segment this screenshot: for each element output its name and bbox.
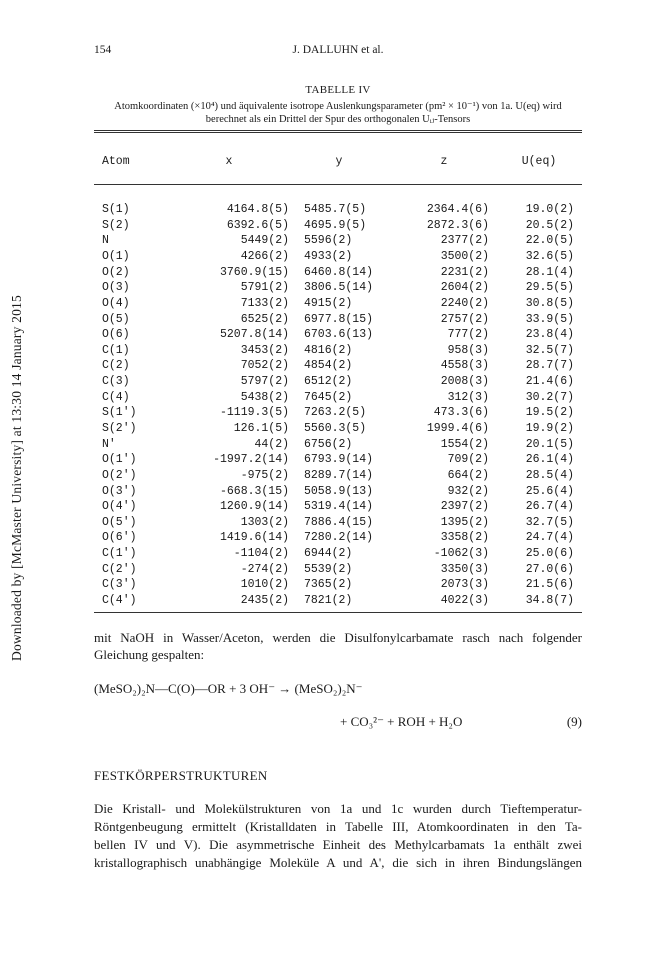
table-header-rule bbox=[94, 184, 582, 185]
cell-atom: O(3') bbox=[102, 484, 137, 498]
column-header-y: y bbox=[335, 155, 343, 168]
cell-atom: S(2) bbox=[102, 218, 130, 232]
cell-atom: C(2) bbox=[102, 359, 130, 373]
cell-atom: O(6) bbox=[102, 328, 130, 342]
cell-x: -975(2) bbox=[240, 468, 289, 482]
cell-atom: C(1) bbox=[102, 343, 130, 357]
cell-atom: S(1) bbox=[102, 203, 130, 216]
column-header-ueq: U(eq) bbox=[521, 155, 557, 168]
cell-y: 7821(2) bbox=[304, 594, 353, 607]
table-row bbox=[94, 485, 582, 499]
cell-x: 3453(2) bbox=[240, 343, 289, 357]
cell-ueq: 19.5(2) bbox=[525, 406, 574, 420]
cell-z: 777(2) bbox=[447, 328, 489, 342]
cell-ueq: 26.7(4) bbox=[525, 500, 574, 514]
cell-y: 5485.7(5) bbox=[304, 203, 367, 216]
cell-atom: O(5) bbox=[102, 312, 130, 326]
intro-line: mit NaOH in Wasser/Aceton, werden die Disulfonylcarbamate rasch nach folgender bbox=[94, 630, 582, 645]
paragraph-line: bellen IV und V). Die asymmetrische Einheit des Methylcarbamats 1a enthält zwei bbox=[94, 837, 582, 852]
cell-z: 2397(2) bbox=[440, 500, 489, 514]
cell-z: 1999.4(6) bbox=[426, 422, 489, 435]
cell-ueq: 28.5(4) bbox=[525, 468, 574, 482]
cell-z: 4022(3) bbox=[440, 594, 489, 607]
cell-x: 126.1(5) bbox=[233, 422, 289, 435]
page-header bbox=[94, 44, 582, 60]
cell-y: 7263.2(5) bbox=[304, 406, 367, 420]
cell-atom: O(6') bbox=[102, 531, 137, 545]
cell-y: 6512(2) bbox=[304, 375, 353, 388]
cell-y: 4854(2) bbox=[304, 359, 353, 373]
table-row bbox=[94, 578, 582, 592]
cell-x: 1260.9(14) bbox=[219, 500, 289, 514]
table-row bbox=[94, 438, 582, 452]
cell-y: 6977.8(15) bbox=[304, 312, 374, 326]
table-row bbox=[94, 406, 582, 420]
cell-z: 958(3) bbox=[447, 343, 489, 357]
cell-y: 4933(2) bbox=[304, 249, 353, 263]
cell-x: 6525(2) bbox=[240, 312, 289, 326]
cell-ueq: 21.4(6) bbox=[525, 375, 574, 388]
paragraph-line: Die Kristall- und Molekülstrukturen von 1a und 1c wurden durch Tieftemperatur- bbox=[94, 801, 582, 816]
cell-y: 8289.7(14) bbox=[304, 468, 374, 482]
column-header-atom: Atom bbox=[102, 155, 130, 168]
cell-x: 3760.9(15) bbox=[219, 265, 289, 279]
cell-atom: C(3') bbox=[102, 578, 137, 592]
cell-ueq: 28.7(7) bbox=[525, 359, 574, 373]
equation-line: (MeSO₂)₂N—C(O)—OR + 3 OH⁻ → (MeSO₂)₂N⁻ bbox=[94, 681, 363, 696]
table-row bbox=[94, 547, 582, 561]
cell-y: 6793.9(14) bbox=[304, 453, 374, 467]
cell-z: 312(3) bbox=[447, 390, 489, 404]
cell-x: 5207.8(14) bbox=[219, 328, 289, 342]
cell-x: 7133(2) bbox=[240, 296, 289, 310]
cell-x: 1010(2) bbox=[240, 578, 289, 592]
table-header-row bbox=[94, 155, 582, 169]
cell-atom: O(2') bbox=[102, 468, 137, 482]
cell-x: 4266(2) bbox=[240, 249, 289, 263]
table-row bbox=[94, 469, 582, 483]
cell-z: -1062(3) bbox=[433, 547, 489, 561]
cell-y: 7280.2(14) bbox=[304, 531, 374, 545]
cell-atom: O(4') bbox=[102, 500, 137, 514]
cell-x: 2435(2) bbox=[240, 594, 289, 607]
cell-z: 4558(3) bbox=[440, 359, 489, 373]
cell-z: 1395(2) bbox=[440, 515, 489, 529]
cell-y: 5058.9(13) bbox=[304, 484, 374, 498]
cell-z: 664(2) bbox=[447, 468, 489, 482]
cell-ueq: 33.9(5) bbox=[525, 312, 574, 326]
table-row bbox=[94, 297, 582, 311]
cell-atom: S(2') bbox=[102, 422, 137, 435]
cell-atom: N' bbox=[102, 437, 116, 451]
cell-z: 2073(3) bbox=[440, 578, 489, 592]
cell-x: -1104(2) bbox=[233, 547, 289, 561]
cell-y: 4816(2) bbox=[304, 343, 353, 357]
cell-ueq: 29.5(5) bbox=[525, 281, 574, 295]
cell-x: 5797(2) bbox=[240, 375, 289, 388]
cell-ueq: 32.5(7) bbox=[525, 343, 574, 357]
table-row bbox=[94, 375, 582, 389]
cell-y: 5319.4(14) bbox=[304, 500, 374, 514]
cell-atom: O(2) bbox=[102, 265, 130, 279]
table-row bbox=[94, 203, 582, 217]
table-row bbox=[94, 594, 582, 608]
cell-x: 6392.6(5) bbox=[226, 218, 289, 232]
column-header-x: x bbox=[225, 155, 233, 168]
cell-y: 3806.5(14) bbox=[304, 281, 374, 295]
cell-ueq: 21.5(6) bbox=[525, 578, 574, 592]
table-row bbox=[94, 453, 582, 467]
cell-atom: C(1') bbox=[102, 547, 137, 561]
cell-x: 7052(2) bbox=[240, 359, 289, 373]
cell-atom: O(3) bbox=[102, 281, 130, 295]
equation-line: + CO₃²⁻ + ROH + H₂O bbox=[340, 714, 463, 729]
cell-y: 5539(2) bbox=[304, 562, 353, 576]
cell-atom: C(2') bbox=[102, 562, 137, 576]
cell-atom: S(1') bbox=[102, 406, 137, 420]
cell-x: 5438(2) bbox=[240, 390, 289, 404]
cell-atom: N bbox=[102, 234, 109, 248]
cell-atom: C(3) bbox=[102, 375, 130, 388]
download-watermark bbox=[0, 0, 34, 960]
table-row bbox=[94, 516, 582, 530]
cell-x: 5449(2) bbox=[240, 234, 289, 248]
cell-y: 6703.6(13) bbox=[304, 328, 374, 342]
cell-y: 4915(2) bbox=[304, 296, 353, 310]
cell-y: 6944(2) bbox=[304, 547, 353, 561]
cell-x: -668.3(15) bbox=[219, 484, 289, 498]
cell-ueq: 28.1(4) bbox=[525, 265, 574, 279]
cell-x: 1419.6(14) bbox=[219, 531, 289, 545]
cell-z: 2757(2) bbox=[440, 312, 489, 326]
cell-z: 3350(3) bbox=[440, 562, 489, 576]
cell-ueq: 24.7(4) bbox=[525, 531, 574, 545]
cell-ueq: 25.6(4) bbox=[525, 484, 574, 498]
cell-ueq: 30.2(7) bbox=[525, 390, 574, 404]
table-row bbox=[94, 250, 582, 264]
cell-ueq: 19.9(2) bbox=[525, 422, 574, 435]
cell-ueq: 25.0(6) bbox=[525, 547, 574, 561]
cell-ueq: 32.7(5) bbox=[525, 515, 574, 529]
table-row bbox=[94, 500, 582, 514]
cell-x: -1119.3(5) bbox=[219, 406, 289, 420]
cell-y: 6756(2) bbox=[304, 437, 353, 451]
cell-ueq: 32.6(5) bbox=[525, 249, 574, 263]
cell-y: 5596(2) bbox=[304, 234, 353, 248]
cell-x: 1303(2) bbox=[240, 515, 289, 529]
table-row bbox=[94, 344, 582, 358]
cell-x: 4164.8(5) bbox=[226, 203, 289, 216]
table-row bbox=[94, 563, 582, 577]
cell-y: 6460.8(14) bbox=[304, 265, 374, 279]
cell-atom: O(1') bbox=[102, 453, 137, 467]
table-row bbox=[94, 391, 582, 405]
cell-z: 2872.3(6) bbox=[426, 218, 489, 232]
table-caption-line: Atomkoordinaten (×10⁴) und äquivalente isotrope Auslenkungsparameter (pm² × 10⁻¹) von 1a. U(eq) wird bbox=[114, 101, 562, 112]
cell-ueq: 20.5(2) bbox=[525, 218, 574, 232]
cell-ueq: 22.0(5) bbox=[525, 234, 574, 248]
equation-number: (9) bbox=[566, 714, 582, 729]
cell-x: -274(2) bbox=[240, 562, 289, 576]
cell-z: 3500(2) bbox=[440, 249, 489, 263]
running-title: J. DALLUHN et al. bbox=[292, 44, 384, 56]
table-caption-line: berechnet als ein Drittel der Spur des orthogonalen Uᵢⱼ-Tensors bbox=[205, 114, 471, 125]
cell-ueq: 20.1(5) bbox=[525, 437, 574, 451]
cell-y: 7886.4(15) bbox=[304, 515, 374, 529]
cell-atom: C(4) bbox=[102, 390, 130, 404]
intro-line: Gleichung gespalten: bbox=[94, 647, 205, 662]
cell-atom: O(4) bbox=[102, 296, 130, 310]
cell-y: 5560.3(5) bbox=[304, 422, 367, 435]
cell-x: 44(2) bbox=[254, 437, 289, 451]
table-title: TABELLE IV bbox=[305, 84, 371, 96]
cell-ueq: 34.8(7) bbox=[525, 594, 574, 607]
cell-y: 4695.9(5) bbox=[304, 218, 367, 232]
table-caption bbox=[94, 100, 582, 126]
cell-ueq: 23.8(4) bbox=[525, 328, 574, 342]
table-row bbox=[94, 359, 582, 373]
cell-atom: C(4') bbox=[102, 594, 137, 607]
cell-x: 5791(2) bbox=[240, 281, 289, 295]
cell-z: 2377(2) bbox=[440, 234, 489, 248]
page-number: 154 bbox=[94, 44, 112, 56]
cell-atom: O(1) bbox=[102, 249, 130, 263]
cell-y: 7365(2) bbox=[304, 578, 353, 592]
table-row bbox=[94, 234, 582, 248]
cell-z: 2364.4(6) bbox=[426, 203, 489, 216]
cell-z: 1554(2) bbox=[440, 437, 489, 451]
cell-z: 2240(2) bbox=[440, 296, 489, 310]
table-top-rule bbox=[94, 130, 582, 131]
cell-z: 473.3(6) bbox=[433, 406, 489, 420]
table-row bbox=[94, 266, 582, 280]
cell-ueq: 27.0(6) bbox=[525, 562, 574, 576]
table-row bbox=[94, 328, 582, 342]
cell-ueq: 30.8(5) bbox=[525, 296, 574, 310]
column-header-z: z bbox=[440, 155, 448, 168]
table-top-rule-double bbox=[94, 132, 582, 133]
cell-atom: O(5') bbox=[102, 515, 137, 529]
download-watermark-text: Downloaded by [McMaster University] at 13:30 14 January 2015 bbox=[9, 295, 24, 661]
table-row bbox=[94, 219, 582, 233]
table-bottom-rule bbox=[94, 612, 582, 613]
cell-z: 2231(2) bbox=[440, 265, 489, 279]
table-row bbox=[94, 313, 582, 327]
cell-z: 2604(2) bbox=[440, 281, 489, 295]
cell-y: 7645(2) bbox=[304, 390, 353, 404]
table-row bbox=[94, 281, 582, 295]
section-heading: FESTKÖRPERSTRUKTUREN bbox=[94, 768, 268, 783]
table-row bbox=[94, 422, 582, 436]
cell-z: 932(2) bbox=[447, 484, 489, 498]
paragraph-line: Röntgenbeugung ermittelt (Kristalldaten in Tabelle III, Atomkoordinaten in den Ta- bbox=[94, 819, 582, 834]
table-row bbox=[94, 531, 582, 545]
cell-z: 3358(2) bbox=[440, 531, 489, 545]
cell-z: 709(2) bbox=[447, 453, 489, 467]
cell-ueq: 26.1(4) bbox=[525, 453, 574, 467]
paragraph-line: kristallographisch unabhängige Moleküle A und A', die sich in ihren Bindungslängen bbox=[94, 855, 582, 870]
cell-ueq: 19.0(2) bbox=[525, 203, 574, 216]
cell-z: 2008(3) bbox=[440, 375, 489, 388]
cell-x: -1997.2(14) bbox=[213, 453, 289, 467]
